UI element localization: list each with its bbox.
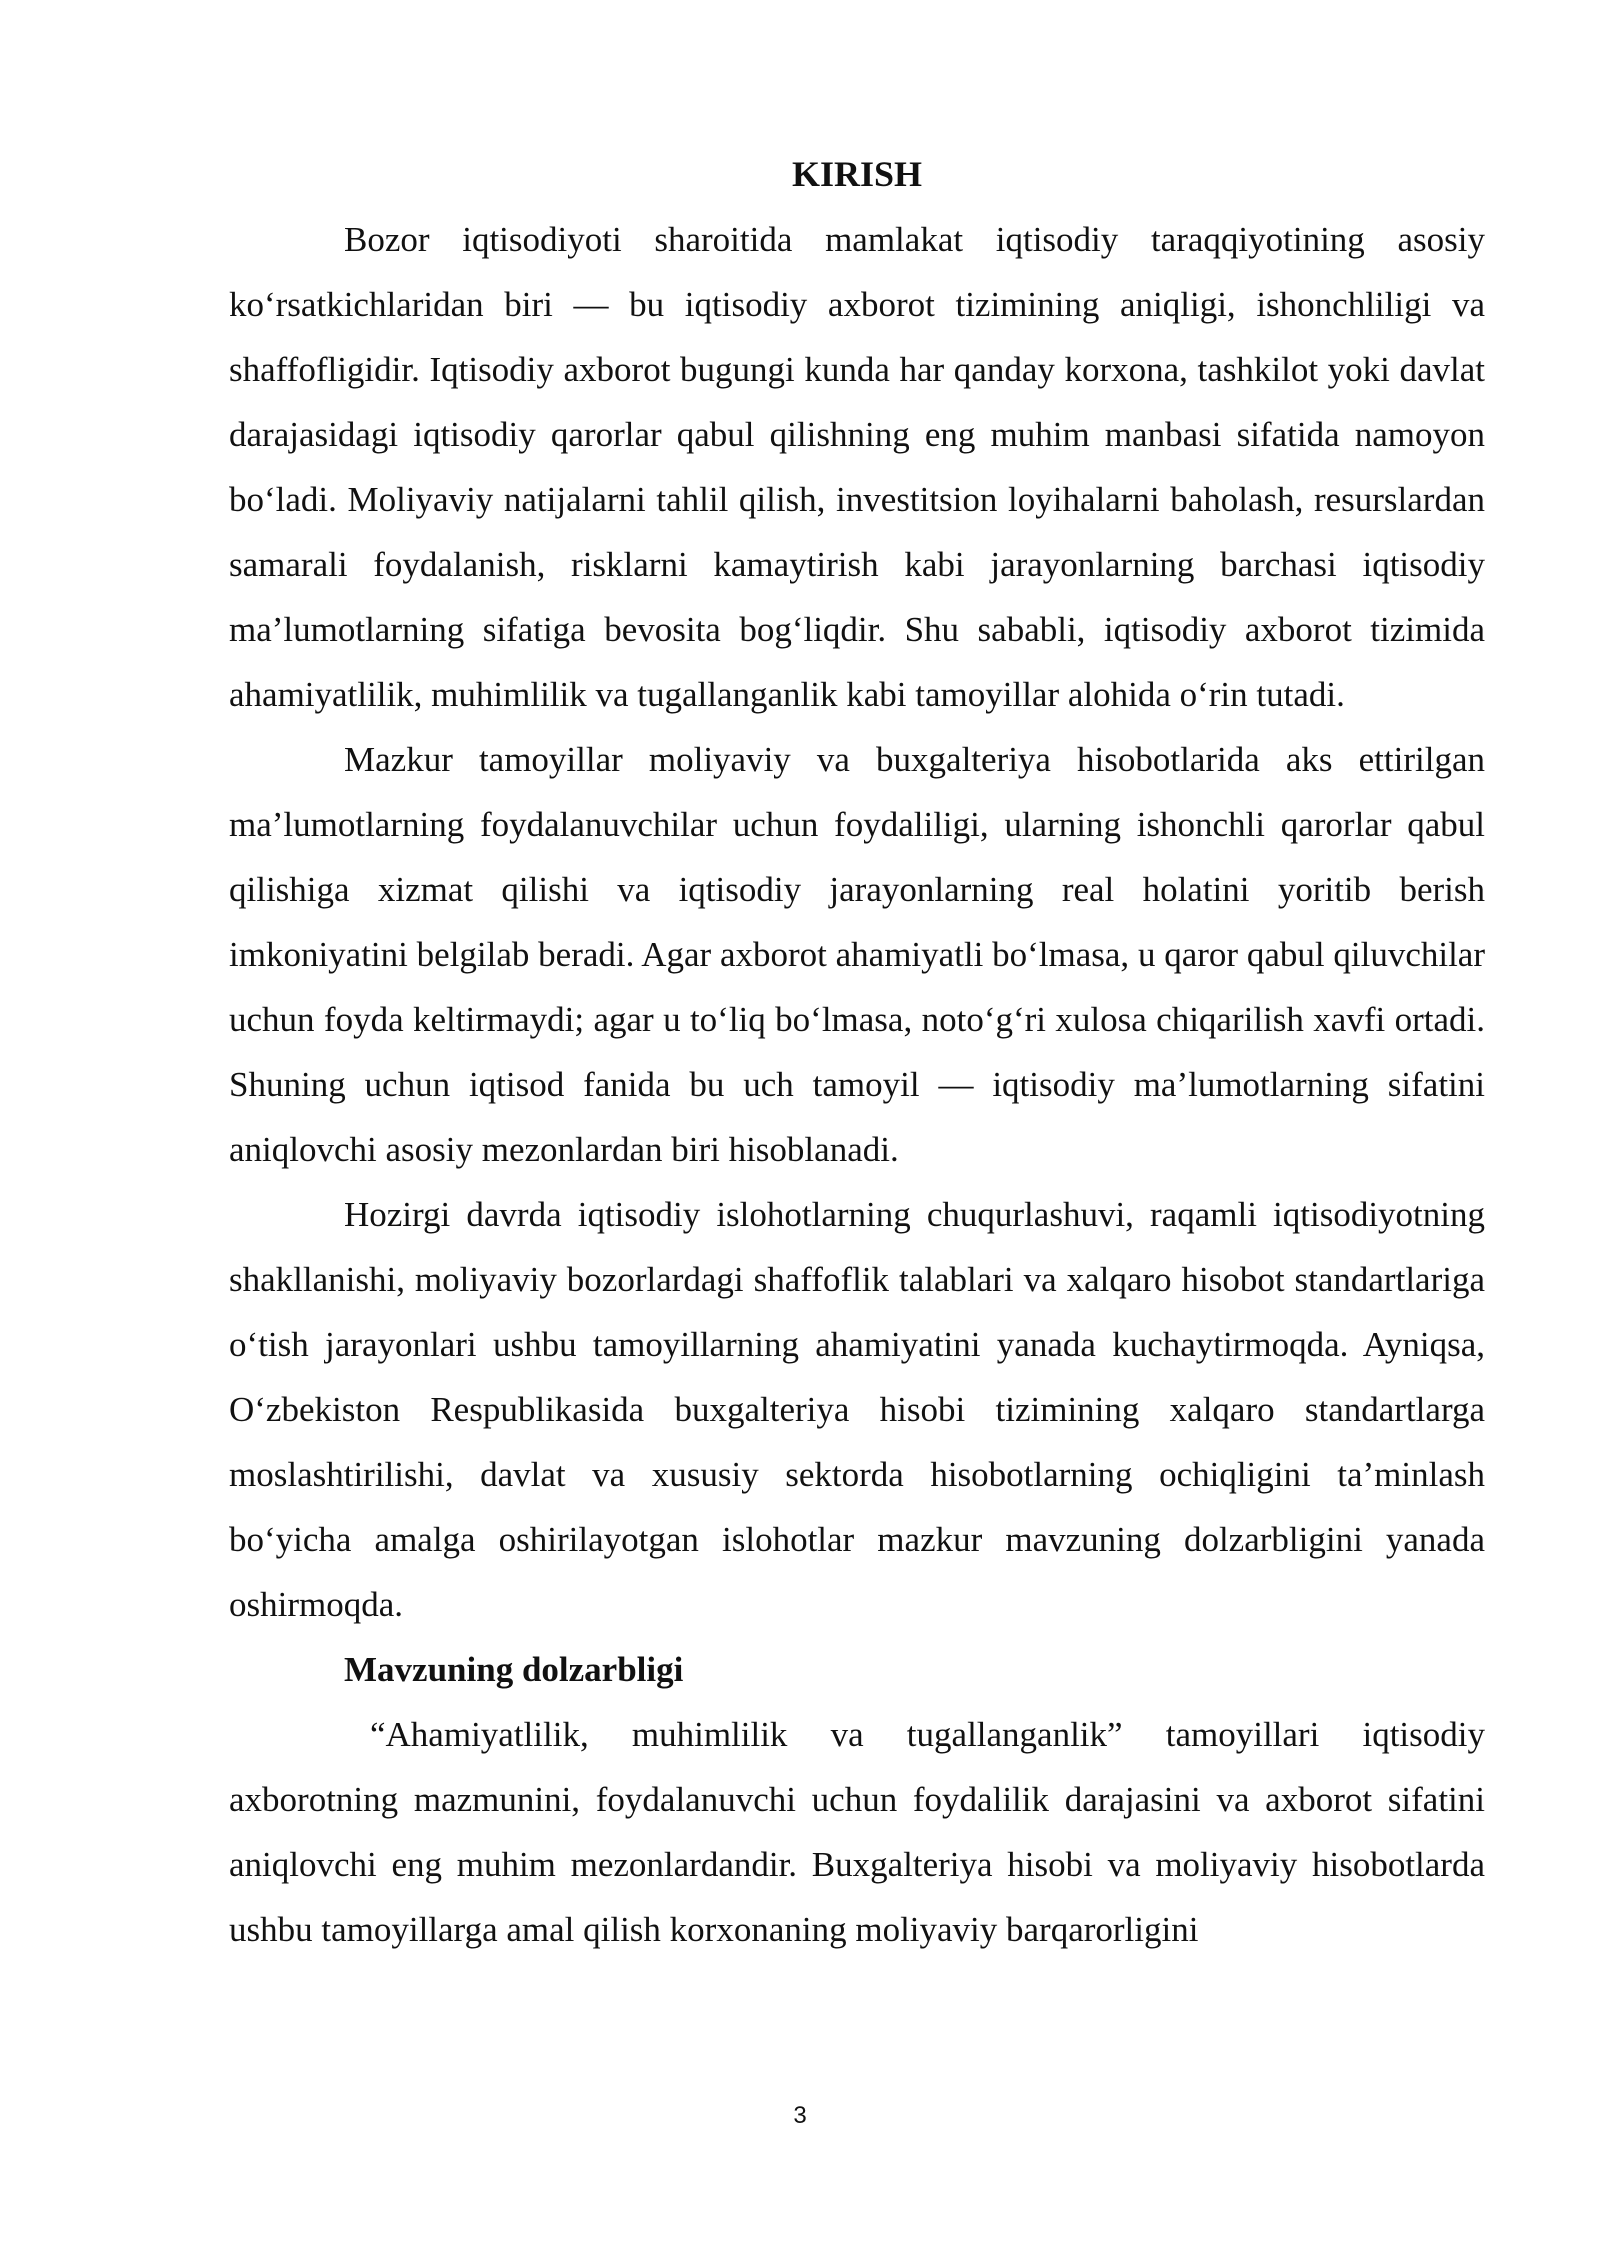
page-body — [229, 142, 1485, 1962]
subsection-heading: Mavzuning dolzarbligi — [344, 1650, 684, 1689]
section-heading: KIRISH — [791, 154, 923, 194]
page-number: 3 — [793, 2102, 807, 2129]
body-paragraph-1: Bozor iqtisodiyoti sharoitida mamlakat iqtisodiy taraqqiyotining asosiy ko‘rsatkichlaridan biri — bu iqtisodiy axborot tizimining aniqligi, ishonchliligi va shaffofligidir. Iqtisodiy axborot bugungi kunda har qanday korxona, tashkilot yoki davlat darajasidagi iqtisodiy qarorlar qabul qilishning eng muhim manbasi sifatida namoyon bo‘ladi. Moliyaviy natijalarni tahlil qilish, investitsion loyihalarni baholash, resurslardan samarali foydalanish, risklarni kamaytirish kabi jarayonlarning barchasi iqtisodiy ma’lumotlarning sifatiga bevosita bog‘liqdir. Shu sababli, iqtisodiy axborot tizimida ahamiyatlilik, muhimlilik va tugallanganlik kabi tamoyillar alohida o‘rin tutadi. — [229, 220, 1485, 714]
body-paragraph-3: Hozirgi davrda iqtisodiy islohotlarning chuqurlashuvi, raqamli iqtisodiyotning shakllanishi, moliyaviy bozorlardagi shaffoflik talablari va xalqaro hisobot standartlariga o‘tish jarayonlari ushbu tamoyillarning ahamiyatini yanada kuchaytirmoqda. Ayniqsa, O‘zbekiston Respublikasida buxgalteriya hisobi tizimining xalqaro standartlarga moslashtirilishi, davlat va xususiy sektorda hisobotlarning ochiqligini ta’minlash bo‘yicha amalga oshirilayotgan islohotlar mazkur mavzuning dolzarbligini yanada oshirmoqda. — [229, 1195, 1485, 1624]
body-paragraph-2: Mazkur tamoyillar moliyaviy va buxgalteriya hisobotlarida aks ettirilgan ma’lumotlarning foydalanuvchilar uchun foydaliligi, ularning ishonchli qarorlar qabul qilishiga xizmat qilishi va iqtisodiy jarayonlarning real holatini yoritib berish imkoniyatini belgilab beradi. Agar axborot ahamiyatli bo‘lmasa, u qaror qabul qiluvchilar uchun foyda keltirmaydi; agar u to‘liq bo‘lmasa, noto‘g‘ri xulosa chiqarilish xavfi ortadi. Shuning uchun iqtisod fanida bu uch tamoyil — iqtisodiy ma’lumotlarning sifatini aniqlovchi asosiy mezonlardan biri hisoblanadi. — [229, 740, 1485, 1169]
body-paragraph-4: “Ahamiyatlilik, muhimlilik va tugallanganlik” tamoyillari iqtisodiy axborotning mazmunini, foydalanuvchi uchun foydalilik darajasini va axborot sifatini aniqlovchi eng muhim mezonlardandir. Buxgalteriya hisobi va moliyaviy hisobotlarda ushbu tamoyillarga amal qilish korxonaning moliyaviy barqarorligini — [229, 1715, 1485, 1949]
